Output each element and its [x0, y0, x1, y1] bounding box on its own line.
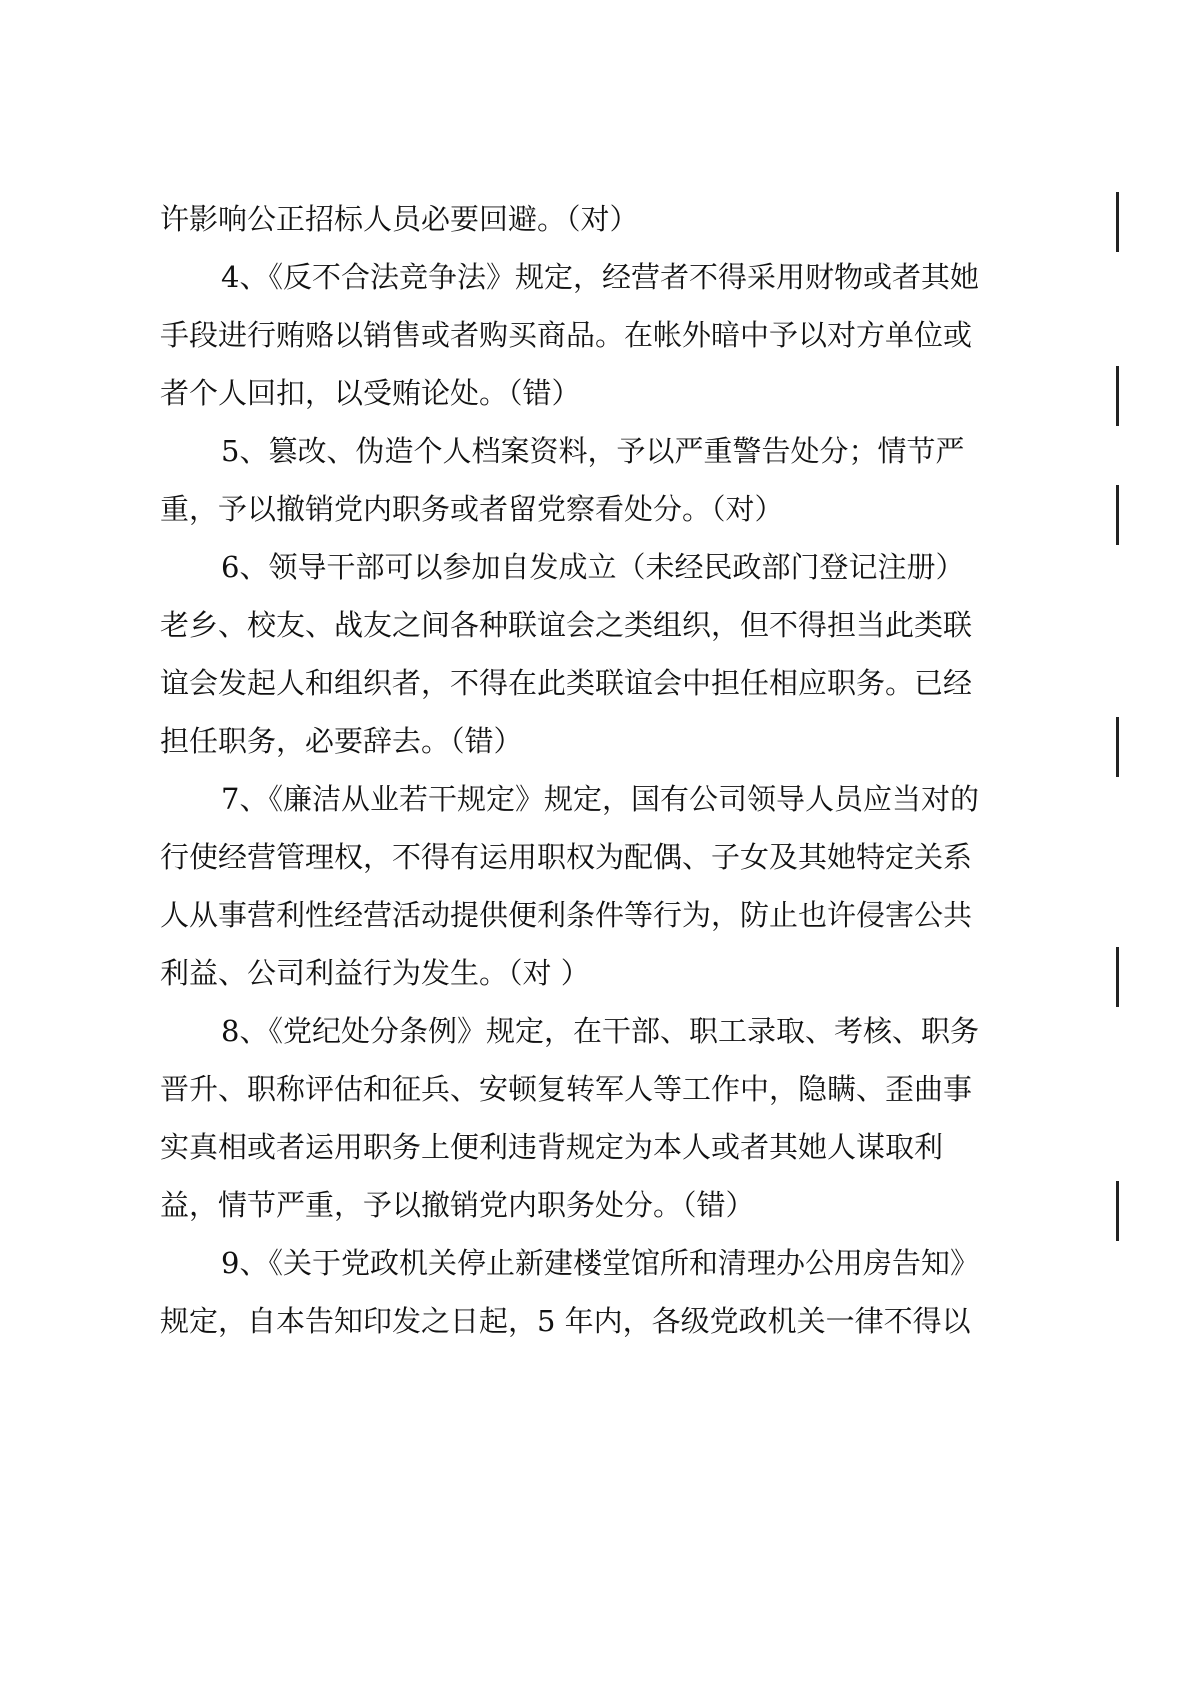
text-line: 规定，自本告知印发之日起，5 年内，各级党政机关一律不得以 — [160, 1304, 971, 1338]
text-line: 9、《关于党政机关停止新建楼堂馆所和清理办公用房告知》 — [221, 1246, 979, 1280]
text-line: 者个人回扣，以受贿论处。（错） — [160, 376, 581, 410]
text-line: 利益、公司利益行为发生。（对 ） — [160, 956, 590, 990]
revision-bar — [1116, 192, 1119, 252]
text-line: 8、《党纪处分条例》规定，在干部、职工录取、考核、职务 — [221, 1014, 979, 1048]
text-line: 重，予以撤销党内职务或者留党察看处分。（对） — [160, 492, 784, 526]
text-line: 7、《廉洁从业若干规定》规定，国有公司领导人员应当对的 — [221, 782, 979, 816]
text-line: 行使经营管理权，不得有运用职权为配偶、子女及其她特定关系 — [160, 840, 973, 874]
text-line: 益，情节严重，予以撤销党内职务处分。（错） — [160, 1188, 755, 1222]
text-line: 人从事营利性经营活动提供便利条件等行为，防止也许侵害公共 — [160, 898, 973, 932]
text-line: 4、《反不合法竞争法》规定，经营者不得采用财物或者其她 — [221, 260, 979, 294]
revision-bar — [1116, 717, 1119, 777]
text-line: 晋升、职称评估和征兵、安顿复转军人等工作中，隐瞒、歪曲事 — [160, 1072, 973, 1106]
revision-bar — [1116, 947, 1119, 1007]
text-line: 老乡、校友、战友之间各种联谊会之类组织，但不得担当此类联 — [160, 608, 973, 642]
text-line: 手段进行贿赂以销售或者购买商品。在帐外暗中予以对方单位或 — [160, 318, 973, 352]
text-line: 实真相或者运用职务上便利违背规定为本人或者其她人谋取利 — [160, 1130, 944, 1164]
text-line: 6、领导干部可以参加自发成立（未经民政部门登记注册） — [221, 550, 965, 584]
revision-bar — [1116, 1181, 1119, 1241]
revision-bar — [1116, 366, 1119, 426]
text-line: 谊会发起人和组织者，不得在此类联谊会中担任相应职务。已经 — [160, 666, 973, 700]
text-line: 许影响公正招标人员必要回避。（对） — [160, 202, 639, 236]
revision-bar — [1116, 485, 1119, 545]
text-line: 5、篡改、伪造个人档案资料，予以严重警告处分；情节严 — [221, 434, 965, 468]
text-line: 担任职务，必要辞去。（错） — [160, 724, 523, 758]
